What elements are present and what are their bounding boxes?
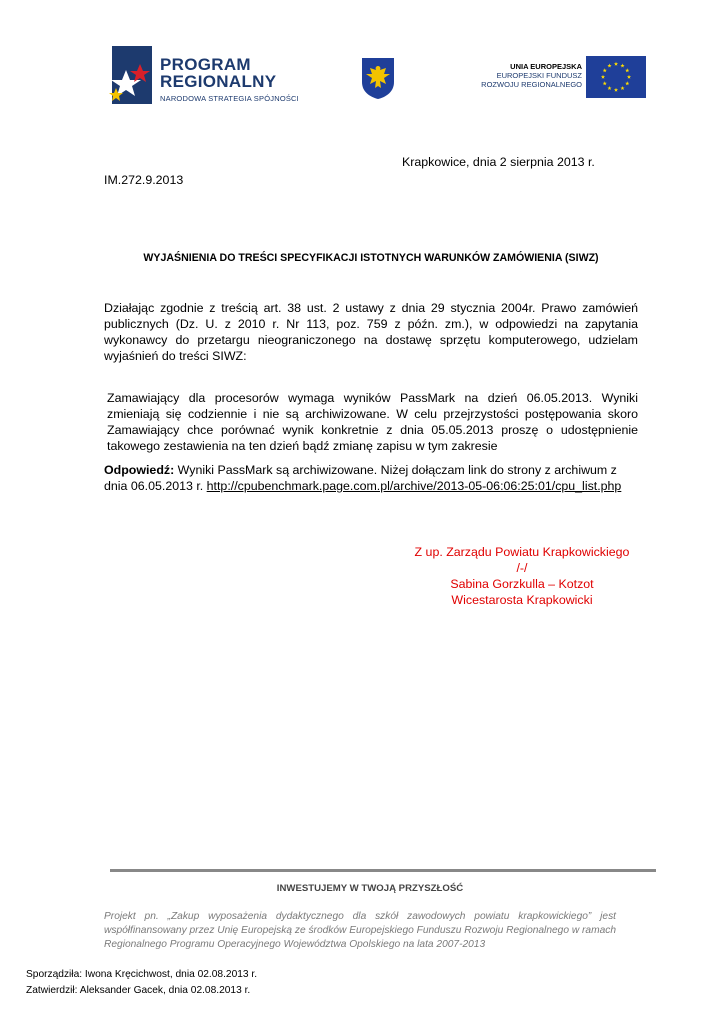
signature-line1: Z up. Zarządu Powiatu Krapkowickiego xyxy=(414,545,630,559)
reference-number: IM.272.9.2013 xyxy=(104,173,184,187)
eu-label-line3: ROZWOJU REGIONALNEGO xyxy=(481,80,582,89)
signature-line4: Wicestarosta Krapkowicki xyxy=(451,593,593,607)
opole-eagle-crest-icon xyxy=(360,56,396,100)
footer-divider xyxy=(110,869,656,872)
answer-paragraph xyxy=(104,462,638,494)
eu-label-line2: EUROPEJSKI FUNDUSZ xyxy=(496,71,582,80)
program-star-icon xyxy=(106,44,160,108)
signature-line3: Sabina Gorzkulla – Kotzot xyxy=(450,577,594,591)
footer-slogan: INWESTUJEMY W TWOJĄ PRZYSZŁOŚĆ xyxy=(276,883,464,894)
eu-flag-logo xyxy=(586,56,646,98)
signature-block xyxy=(402,544,642,608)
program-logo-line1: PROGRAM xyxy=(160,55,251,74)
eu-fund-label xyxy=(470,62,582,89)
program-regionalny-logo xyxy=(106,44,306,108)
answer-label: Odpowiedź: xyxy=(104,463,175,477)
program-logo-line2: REGIONALNY xyxy=(160,72,277,91)
intro-paragraph: Działając zgodnie z treścią art. 38 ust. 2 ustawy z dnia 29 stycznia 2004r. Prawo zamówień publicznych (Dz. U. z 2010 r. Nr 113, poz. 759 z późn. zm.), w odpowiedzi na zapytania wykonawcy do przetargu nieograniczonego na dostawę sprzętu komputerowego, udzielam wyjaśnień do treści SIWZ: xyxy=(104,301,638,363)
archive-link[interactable]: http://cpubenchmark.page.com.pl/archive/2013-05-06:06:25:01/cpu_list.php xyxy=(206,479,622,493)
program-logo-subtitle: NARODOWA STRATEGIA SPÓJNOŚCI xyxy=(160,94,299,103)
approved-by: Zatwierdził: Aleksander Gacek, dnia 02.08.2013 r. xyxy=(26,985,251,996)
eu-flag-icon xyxy=(586,56,646,98)
letter-date: Krapkowice, dnia 2 sierpnia 2013 r. xyxy=(402,155,595,169)
document-title: WYJAŚNIENIA DO TREŚCI SPECYFIKACJI ISTOTNYCH WARUNKÓW ZAMÓWIENIA (SIWZ) xyxy=(143,252,599,264)
opole-crest-logo xyxy=(360,56,396,100)
prepared-by: Sporządziła: Iwona Kręcichwost, dnia 02.08.2013 r. xyxy=(26,969,258,980)
eu-label-line1: UNIA EUROPEJSKA xyxy=(510,62,582,71)
answer-text: Wyniki PassMark są archiwizowane. Niżej dołączam link do strony z archiwum z dnia 06.05.2013 r. xyxy=(104,463,617,493)
program-logo-wordmark xyxy=(160,56,276,90)
question-paragraph: Zamawiający dla procesorów wymaga wyników PassMark na dzień 06.05.2013. Wyniki zmieniają się codziennie i nie są archiwizowane. W celu przejrzystości postępowania skoro Zamawiający chce porównać wynik konkretnie z dnia 05.05.2013 proszę o udostępnienie takowego zestawienia na ten dzień bądź zmianę zapisu w tym zakresie xyxy=(107,391,638,453)
signature-line2: /-/ xyxy=(516,561,528,575)
footer-project-note: Projekt pn. „Zakup wyposażenia dydaktycznego dla szkół zawodowych powiatu krapkowickiego” jest współfinansowany przez Unię Europejską ze środków Europejskiego Funduszu Rozwoju Regionalnego w ramach Regionalnego Programu Operacyjnego Województwa Opolskiego na lata 2007-2013 xyxy=(104,911,616,950)
